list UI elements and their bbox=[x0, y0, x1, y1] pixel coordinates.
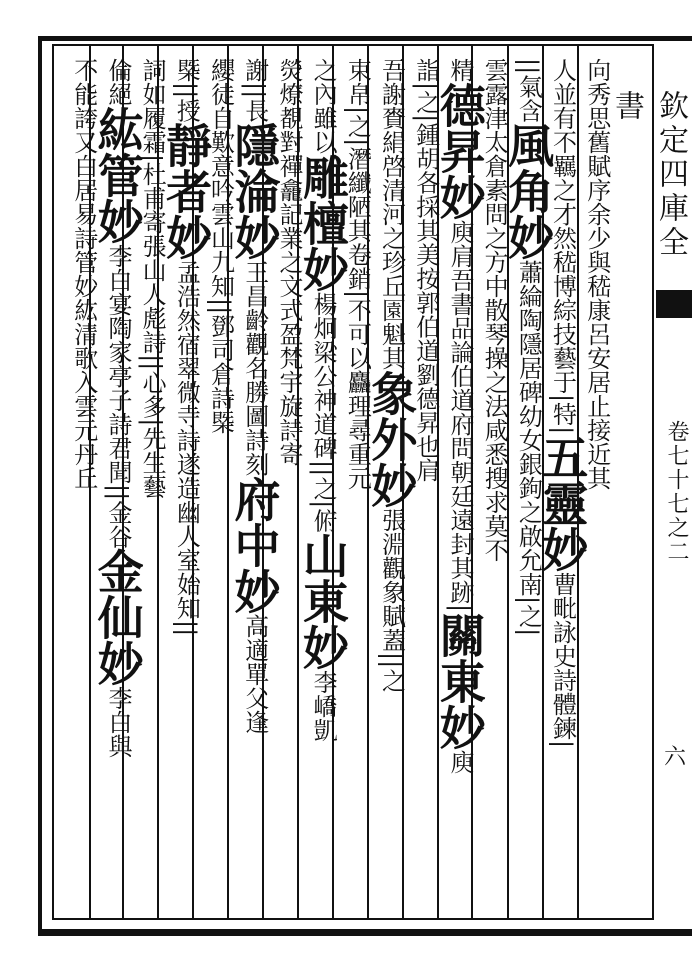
annotation-text: 熒燎覩 bbox=[274, 58, 303, 130]
text-column bbox=[577, 58, 615, 490]
text-column bbox=[269, 58, 307, 466]
annotation-text: ||氣含 bbox=[514, 58, 543, 123]
annotation-text: 李嶠凱 bbox=[309, 670, 338, 743]
page-number: 六 bbox=[664, 745, 687, 770]
annotation-text: 吾謝賚絹啓清河之珍丘園魁其 bbox=[377, 58, 406, 370]
annotation-text: 纓徒自歎 bbox=[206, 58, 235, 154]
annotation-text: 詣 bbox=[411, 58, 440, 82]
text-column bbox=[227, 58, 282, 735]
text-column bbox=[432, 58, 487, 775]
annotation-text: 元丹丘 bbox=[69, 418, 98, 490]
entry-heading: 風角妙 bbox=[501, 122, 556, 261]
annotation-text: 詞如履霜 bbox=[138, 58, 167, 154]
entry-heading: 靜者妙 bbox=[159, 122, 214, 261]
entry-heading: 德昇妙 bbox=[432, 82, 487, 220]
annotation-text: 李白宴陶家亭子詩君聞||金谷 bbox=[103, 244, 132, 549]
annotation-text: 向秀思舊賦序余少與嵇康呂安居止接近其 bbox=[582, 58, 611, 490]
text-column bbox=[64, 58, 102, 490]
annotation-text: |杜甫寄張山人彪詩||心多|先生藝 bbox=[138, 154, 167, 499]
annotation-text: 庾 bbox=[445, 750, 474, 775]
entry-heading: 五靈妙 bbox=[535, 434, 590, 573]
annotation-text: 高適單父逢 bbox=[240, 614, 269, 735]
annotation-text: 槩||授 bbox=[172, 58, 201, 123]
annotation-text: 精 bbox=[445, 58, 474, 82]
annotation-text: |不可以麤理尋重元 bbox=[343, 290, 372, 491]
annotation-text: 張淵觀象賦蓋||之 bbox=[377, 508, 406, 693]
text-column bbox=[159, 58, 214, 637]
annotation-text: 人並有不羈之才然嵇博綜技藝于|特| bbox=[548, 58, 577, 435]
annotation-text: 孟浩然宿翠微寺詩遂造幽人室始知|| bbox=[172, 260, 201, 637]
entry-heading: 府中妙 bbox=[227, 476, 282, 615]
annotation-text: 蕭綸陶隱居碑幼女銀鉤之啟允南|之| bbox=[514, 260, 543, 637]
entry-heading: 隱淪妙 bbox=[227, 122, 282, 261]
volume-label: 卷七十七之二 bbox=[664, 420, 689, 564]
annotation-text: 謝||長 bbox=[240, 58, 269, 123]
entry-heading: 山東妙 bbox=[295, 532, 350, 671]
annotation-text: 鄧司倉詩槩 bbox=[206, 314, 235, 435]
annotation-text: 不能誇又白居易詩管妙紘清歌入雲 bbox=[69, 58, 98, 418]
text-column bbox=[90, 58, 145, 759]
fishtail-mark bbox=[656, 290, 692, 318]
annotation-text: 王昌齡觀名勝圖詩刻 bbox=[240, 260, 269, 477]
entry-heading: 金仙妙 bbox=[90, 548, 145, 687]
annotation-text: 太倉素問之方中散琴操之法咸悉搜求莫不 bbox=[480, 130, 509, 562]
annotation-text: 肩 bbox=[411, 458, 440, 483]
annotation-text: 對禪龕記業之文式盈梵宇 bbox=[274, 130, 303, 394]
entry-heading: 關東妙 bbox=[432, 612, 487, 751]
annotation-text: 庾肩吾書品論伯道府問朝廷遠封其跡| bbox=[445, 220, 474, 613]
annotation-text: 之內雖以 bbox=[309, 58, 338, 154]
annotation-text: 束帛|之|潛纖陋其卷銷 bbox=[343, 58, 372, 291]
annotation-text: 倫絕 bbox=[103, 58, 132, 106]
text-column bbox=[501, 58, 556, 637]
annotation-text: 意吟雲山九知|| bbox=[206, 154, 235, 315]
entry-heading: 象外妙 bbox=[364, 370, 419, 508]
text-column bbox=[295, 58, 350, 743]
annotation-text: 雲露津 bbox=[480, 58, 509, 130]
annotation-text: |之|鍾胡各採其美按郭伯道劉德昇也 bbox=[411, 82, 440, 459]
annotation-text: 曹毗詠史詩體鍊| bbox=[548, 572, 577, 749]
entry-heading: 紘管妙 bbox=[90, 106, 145, 244]
annotation-text: 旋詩寄 bbox=[274, 394, 303, 466]
text-column bbox=[364, 58, 419, 693]
annotation-text: 楊炯梁公神道碑||之|俯 bbox=[309, 292, 338, 533]
entry-heading: 雕檀妙 bbox=[295, 154, 350, 292]
annotation-text: 李白與 bbox=[103, 686, 132, 759]
book-title: 欽定四庫全書 bbox=[609, 90, 688, 260]
